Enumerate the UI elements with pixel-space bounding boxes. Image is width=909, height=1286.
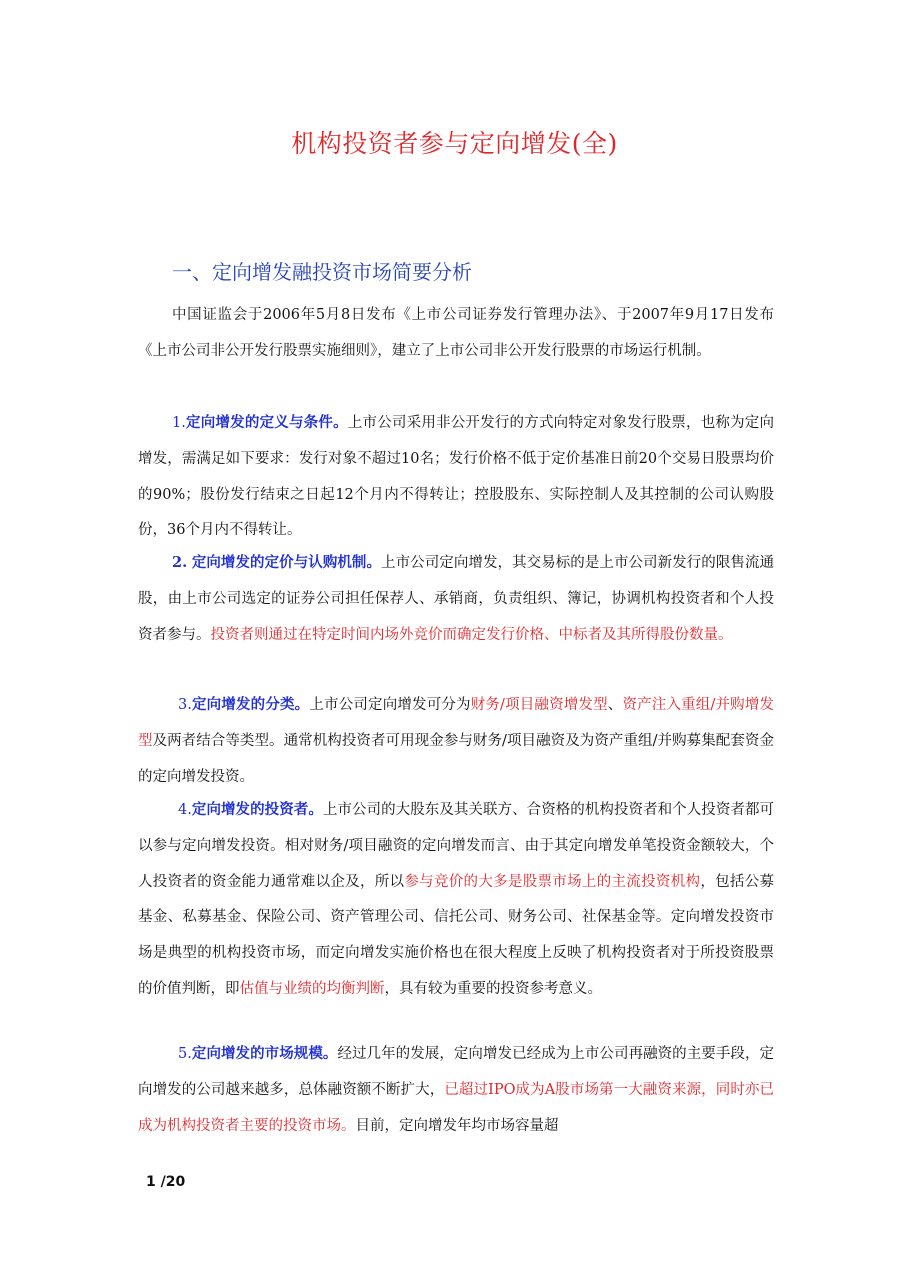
intro-paragraph: 中国证监会于2006年5月8日发布《上市公司证券发行管理办法》、于2007年9月17日发布《上市公司非公开发行股票实施细则》，建立了上市公司非公开发行股票的市场运行机制。 bbox=[138, 307, 774, 359]
paragraph-1-body: 上市公司采用非公开发行的方式向特定对象发行股票，也称为定向增发，需满足如下要求：发行对象不超过10名；发行价格不低于定价基准日前20个交易日股票均价的90%；股份发行结束之日起12个月内不得转让；控股股东、实际控制人及其控制的公司认购股份，36个月内不得转让。 bbox=[138, 415, 775, 539]
paragraph-5 bbox=[138, 1036, 774, 1144]
paragraph-3-highlight-a: 财务/项目融资增发型 bbox=[470, 697, 608, 713]
paragraph-1 bbox=[138, 405, 774, 549]
paragraph-4-body-c: ，具有较为重要的投资参考意义。 bbox=[384, 980, 602, 997]
paragraph-3-separator: 、 bbox=[607, 697, 623, 713]
section-heading: 一、定向增发融投资市场简要分析 bbox=[172, 260, 472, 284]
paragraph-5-body-b: 目前，定向增发年均市场容量超 bbox=[355, 1117, 559, 1134]
paragraph-1-heading: 定向增发的定义与条件。 bbox=[185, 414, 348, 431]
page-number bbox=[146, 1174, 185, 1190]
paragraph-2-body: 上市公司定向增发，其交易标的是上市公司新发行的限售流通股，由上市公司选定的证券公司担任保荐人、承销商，负责组织、簿记，协调机构投资者和个人投资者参与。 bbox=[138, 555, 775, 643]
paragraph-4-body-b: ，包括公募基金、私募基金、保险公司、资产管理公司、信托公司、财务公司、社保基金等。定向增发投资市场是典型的机构投资市场，而定向增发实施价格也在很大程度上反映了机构投资者对于所投资股票的价值判断，即 bbox=[138, 873, 775, 997]
paragraph-5-body-a: 经过几年的发展，定向增发已经成为上市公司再融资的主要手段，定向增发的公司越来越多，总体融资额不断扩大， bbox=[138, 1046, 774, 1098]
paragraph-4-highlight-a: 参与竞价的大多是股票市场上的主流投资机构 bbox=[404, 873, 701, 890]
paragraph-4 bbox=[138, 792, 774, 1008]
paragraph-3-body-a: 上市公司定向增发可分为 bbox=[309, 697, 471, 713]
paragraph-3-heading: 定向增发的分类。 bbox=[191, 696, 310, 713]
page-current: 1 bbox=[146, 1174, 156, 1190]
paragraph-4-heading: 定向增发的投资者。 bbox=[191, 801, 323, 818]
paragraph-5-heading: 定向增发的市场规模。 bbox=[191, 1045, 338, 1062]
paragraph-5-number: 5. bbox=[178, 1046, 192, 1062]
paragraph-3-body-b: 及两者结合等类型。通常机构投资者可用现金参与财务/项目融资及为资产重组/并购募集配套资金的定向增发投资。 bbox=[138, 732, 774, 785]
paragraph-4-body-a: 上市公司的大股东及其关联方、合资格的机构投资者和个人投资者都可以参与定向增发投资。相对财务/项目融资的定向增发而言、由于其定向增发单笔投资金额较大，个人投资者的资金能力通常难以企及，所以 bbox=[138, 802, 775, 890]
paragraph-3-highlight-b: 资产注入重组/并购增发型 bbox=[138, 697, 774, 749]
paragraph-5-highlight-a: 已超过IPO成为A股市场第一大融资来源，同时亦已成为机构投资者主要的投资市场。 bbox=[138, 1081, 774, 1134]
page-separator: / bbox=[155, 1174, 166, 1190]
paragraph-2-heading: 定向增发的定价与认购机制。 bbox=[191, 554, 382, 571]
paragraph-3-number: 3. bbox=[178, 697, 192, 713]
paragraph-4-number: 4. bbox=[178, 802, 192, 818]
paragraph-2-highlight: 投资者则通过在特定时间内场外竞价而确定发行价格、中标者及其所得股份数量。 bbox=[210, 626, 733, 643]
paragraph-1-number: 1. bbox=[172, 415, 186, 431]
paragraph-2-number: 2. bbox=[172, 554, 188, 571]
document-title: 机构投资者参与定向增发(全) bbox=[291, 129, 618, 158]
paragraph-2 bbox=[138, 545, 774, 653]
paragraph-3 bbox=[138, 687, 774, 795]
page-total: 20 bbox=[165, 1174, 186, 1190]
paragraph-4-highlight-b: 估值与业绩的均衡判断 bbox=[239, 980, 385, 997]
